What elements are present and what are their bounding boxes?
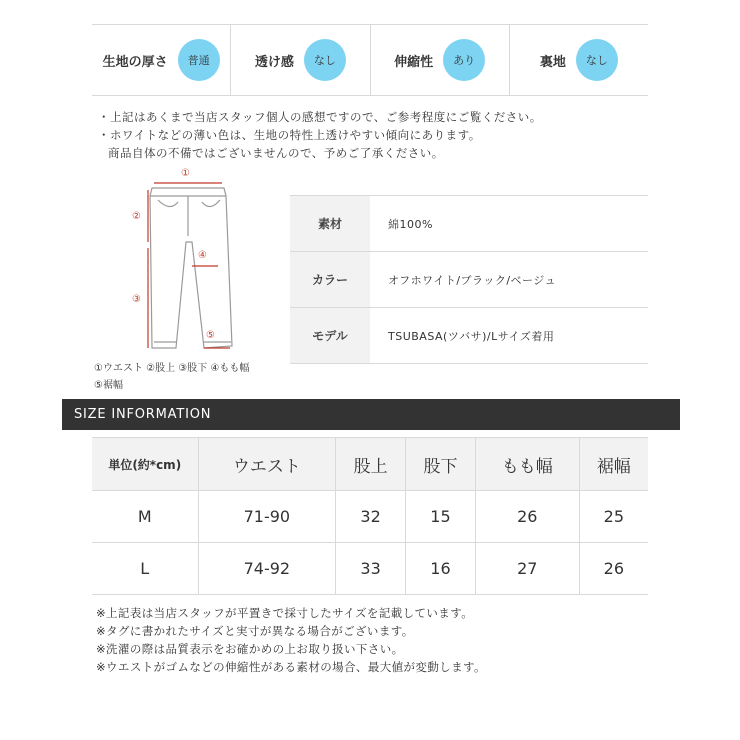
spec-row-model [290,308,648,364]
marker-waist: ① [181,168,190,179]
size-information-header: SIZE INFORMATION [62,399,680,430]
legend-line: ⑤裾幅 [94,380,123,391]
table-cell: 71-90 [198,491,336,543]
attr-label: 生地の厚さ [102,54,168,70]
impression-notes [98,108,542,162]
spec-value: TSUBASA(ツバサ)/Lサイズ着用 [388,329,555,343]
note-line: ・ホワイトなどの薄い色は、生地の特性上透けやすい傾向にあります。 [98,128,481,142]
attr-thickness [92,25,231,95]
size-notes [96,604,486,676]
spec-key: カラー [290,252,370,307]
table-cell: 33 [336,543,406,595]
header-inseam: 股下 [406,438,476,491]
table-cell: 27 [475,543,579,595]
spec-row-material [290,196,648,252]
header-waist: ウエスト [198,438,336,491]
marker-thigh: ④ [198,250,207,261]
spec-key: 素材 [290,196,370,251]
spec-value: 綿100% [388,217,433,231]
legend-line: ①ウエスト ②股上 ③股下 ④もも幅 [94,363,250,374]
pants-measurement-diagram [92,166,282,366]
attr-stretch [371,25,510,95]
spec-value: オフホワイト/ブラック/ベージュ [388,273,557,287]
marker-rise: ② [132,211,141,222]
attr-badge: あり [443,39,485,81]
table-cell: 15 [406,491,476,543]
marker-hem: ⑤ [206,330,215,341]
header-thigh: もも幅 [475,438,579,491]
attr-lining [510,25,648,95]
header-rise: 股上 [336,438,406,491]
size-label: L [92,543,198,595]
attr-badge: 普通 [178,39,220,81]
attr-label: 裏地 [539,54,566,70]
spec-key: モデル [290,308,370,363]
size-table-header-row [92,438,648,491]
size-table [92,437,648,595]
note-line: ※洗濯の際は品質表示をお確かめの上お取り扱い下さい。 [96,642,404,656]
spec-row-color [290,252,648,308]
header-hem: 裾幅 [579,438,648,491]
spec-table [290,195,648,364]
diagram-legend [94,360,249,394]
note-line: ※上記表は当店スタッフが平置きで採寸したサイズを記載しています。 [96,606,474,620]
marker-inseam: ③ [132,294,141,305]
note-line: ・上記はあくまで当店スタッフ個人の感想ですので、ご参考程度にご覧ください。 [98,110,542,124]
note-line: ※タグに書かれたサイズと実寸が異なる場合がございます。 [96,624,414,638]
attr-sheerness [231,25,370,95]
table-row [92,491,648,543]
attr-label: 伸縮性 [394,54,434,70]
fabric-attributes-bar [92,24,648,96]
size-label: M [92,491,198,543]
table-row [92,543,648,595]
table-cell: 26 [475,491,579,543]
table-cell: 26 [579,543,648,595]
attr-label: 透け感 [254,54,294,70]
table-cell: 74-92 [198,543,336,595]
table-cell: 25 [579,491,648,543]
attr-badge: なし [576,39,618,81]
table-cell: 16 [406,543,476,595]
table-cell: 32 [336,491,406,543]
pants-illustration [92,166,282,366]
note-line: ※ウエストがゴムなどの伸縮性がある素材の場合、最大値が変動します。 [96,660,486,674]
attr-badge: なし [304,39,346,81]
note-line: 商品自体の不備ではございませんので、予めご了承ください。 [108,146,444,160]
header-unit: 単位(約*cm) [92,438,198,491]
